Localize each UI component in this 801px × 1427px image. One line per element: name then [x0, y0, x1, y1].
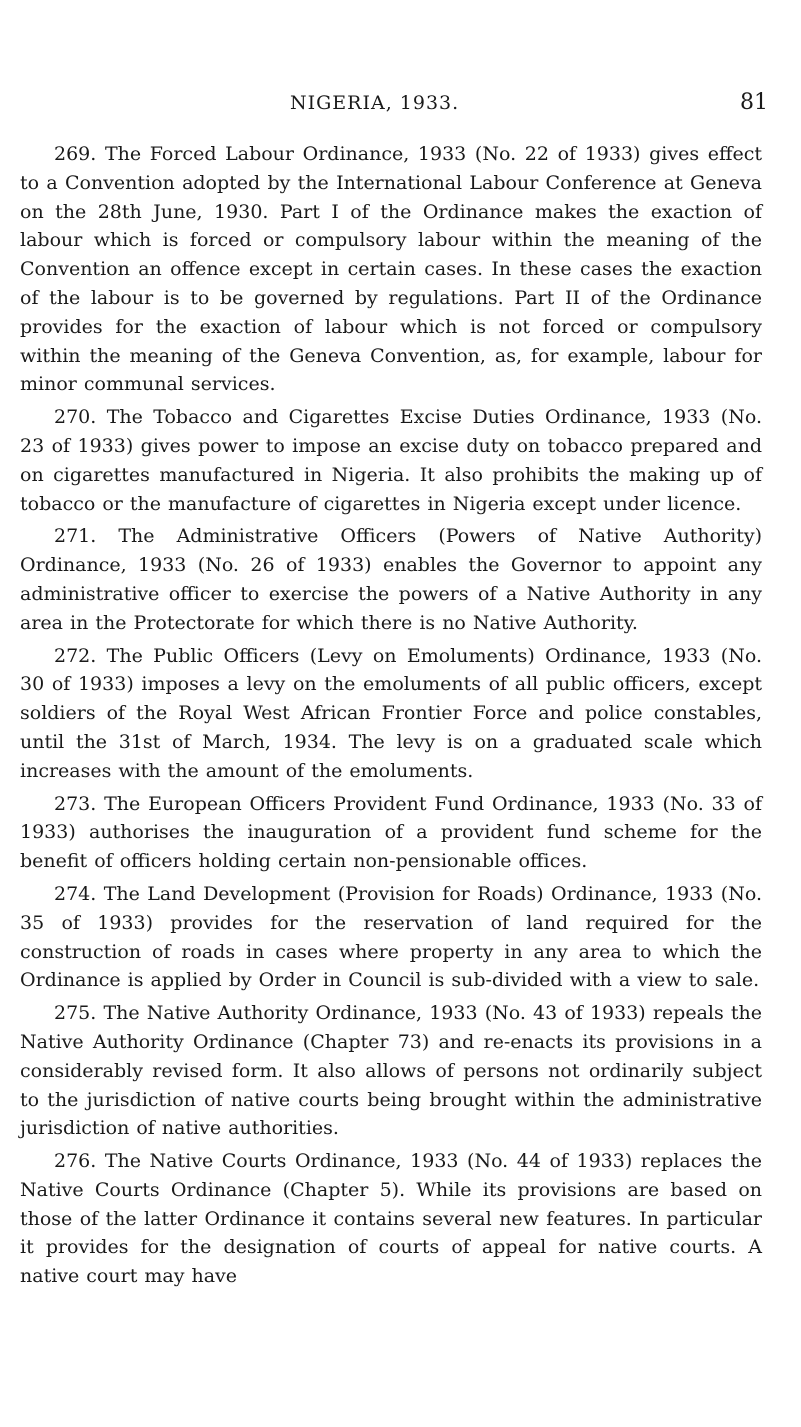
paragraph-number: 275.	[54, 1002, 97, 1025]
paragraph-number: 271.	[54, 525, 97, 548]
paragraph-text: The Forced Labour Ordinance, 1933 (No. 22 of 1933) gives effect to a Convention adopted by the International Labour Conference at Geneva on the 28th June, 1930. Part I of the Ordinance makes the exaction of labour which is forced or compulsory labour within the meaning of the Convention an offence except in certain cases. In these cases the exaction of the labour is to be governed by regulations. Part II of the Ordinance provides for the exaction of labour which is not forced or compulsory within the meaning of the Geneva Convention, as, for example, labour for minor communal services.	[20, 143, 762, 396]
paragraph-270	[20, 403, 762, 518]
paragraph-text: The European Officers Provident Fund Ordinance, 1933 (No. 33 of 1933) authorises the inauguration of a provident fund scheme for the benefit of officers holding certain non-pensionable offices.	[20, 792, 762, 873]
paragraph-276	[20, 1147, 762, 1291]
page-body	[20, 140, 762, 1295]
page-number: 81	[740, 90, 768, 115]
paragraph-274	[20, 880, 762, 995]
paragraph-number: 272.	[54, 644, 97, 667]
paragraph-text: The Public Officers (Levy on Emoluments) Ordinance, 1933 (No. 30 of 1933) imposes a levy on the emoluments of all public officers, except soldiers of the Royal West African Frontier Force and police constables, until the 31st of March, 1934. The levy is on a graduated scale which increases with the amount of the emoluments.	[20, 644, 762, 782]
paragraph-275	[20, 999, 762, 1143]
paragraph-text: The Tobacco and Cigarettes Excise Duties Ordinance, 1933 (No. 23 of 1933) gives power to impose an excise duty on tobacco prepared and on cigarettes manufactured in Nigeria. It also prohibits the making up of tobacco or the manufacture of cigarettes in Nigeria except under licence.	[20, 406, 762, 515]
paragraph-text: The Land Development (Provision for Roads) Ordinance, 1933 (No. 35 of 1933) provides for the reservation of land required for the construction of roads in cases where property in any area to which the Ordinance is applied by Order in Council is sub-divided with a view to sale.	[20, 882, 762, 992]
paragraph-271	[20, 522, 762, 637]
running-head: NIGERIA, 1933.	[290, 92, 460, 114]
paragraph-273	[20, 790, 762, 876]
paragraph-number: 270.	[54, 406, 97, 429]
paragraph-number: 274.	[54, 882, 97, 905]
paragraph-text: The Native Courts Ordinance, 1933 (No. 44 of 1933) replaces the Native Courts Ordinance (Chapter 5). While its provisions are based on those of the latter Ordinance it contains several new features. In particular it provides for the designation of courts of appeal for native courts. A native court may have	[20, 1150, 762, 1288]
paragraph-number: 273.	[54, 792, 97, 815]
paragraph-text: The Administrative Officers (Powers of Native Authority) Ordinance, 1933 (No. 26 of 1933) enables the Governor to appoint any administrative officer to exercise the powers of a Native Authority in any area in the Protectorate for which there is no Native Authority.	[20, 525, 762, 634]
paragraph-number: 276.	[54, 1150, 97, 1173]
paragraph-272	[20, 642, 762, 786]
paragraph-text: The Native Authority Ordinance, 1933 (No. 43 of 1933) repeals the Native Authority Ordinance (Chapter 73) and re-enacts its provisions in a considerably revised form. It also allows of persons not ordinarily subject to the jurisdiction of native courts being brought within the administrative jurisdiction of native authorities.	[20, 1002, 762, 1140]
paragraph-number: 269.	[54, 143, 97, 165]
paragraph-269	[20, 140, 762, 399]
